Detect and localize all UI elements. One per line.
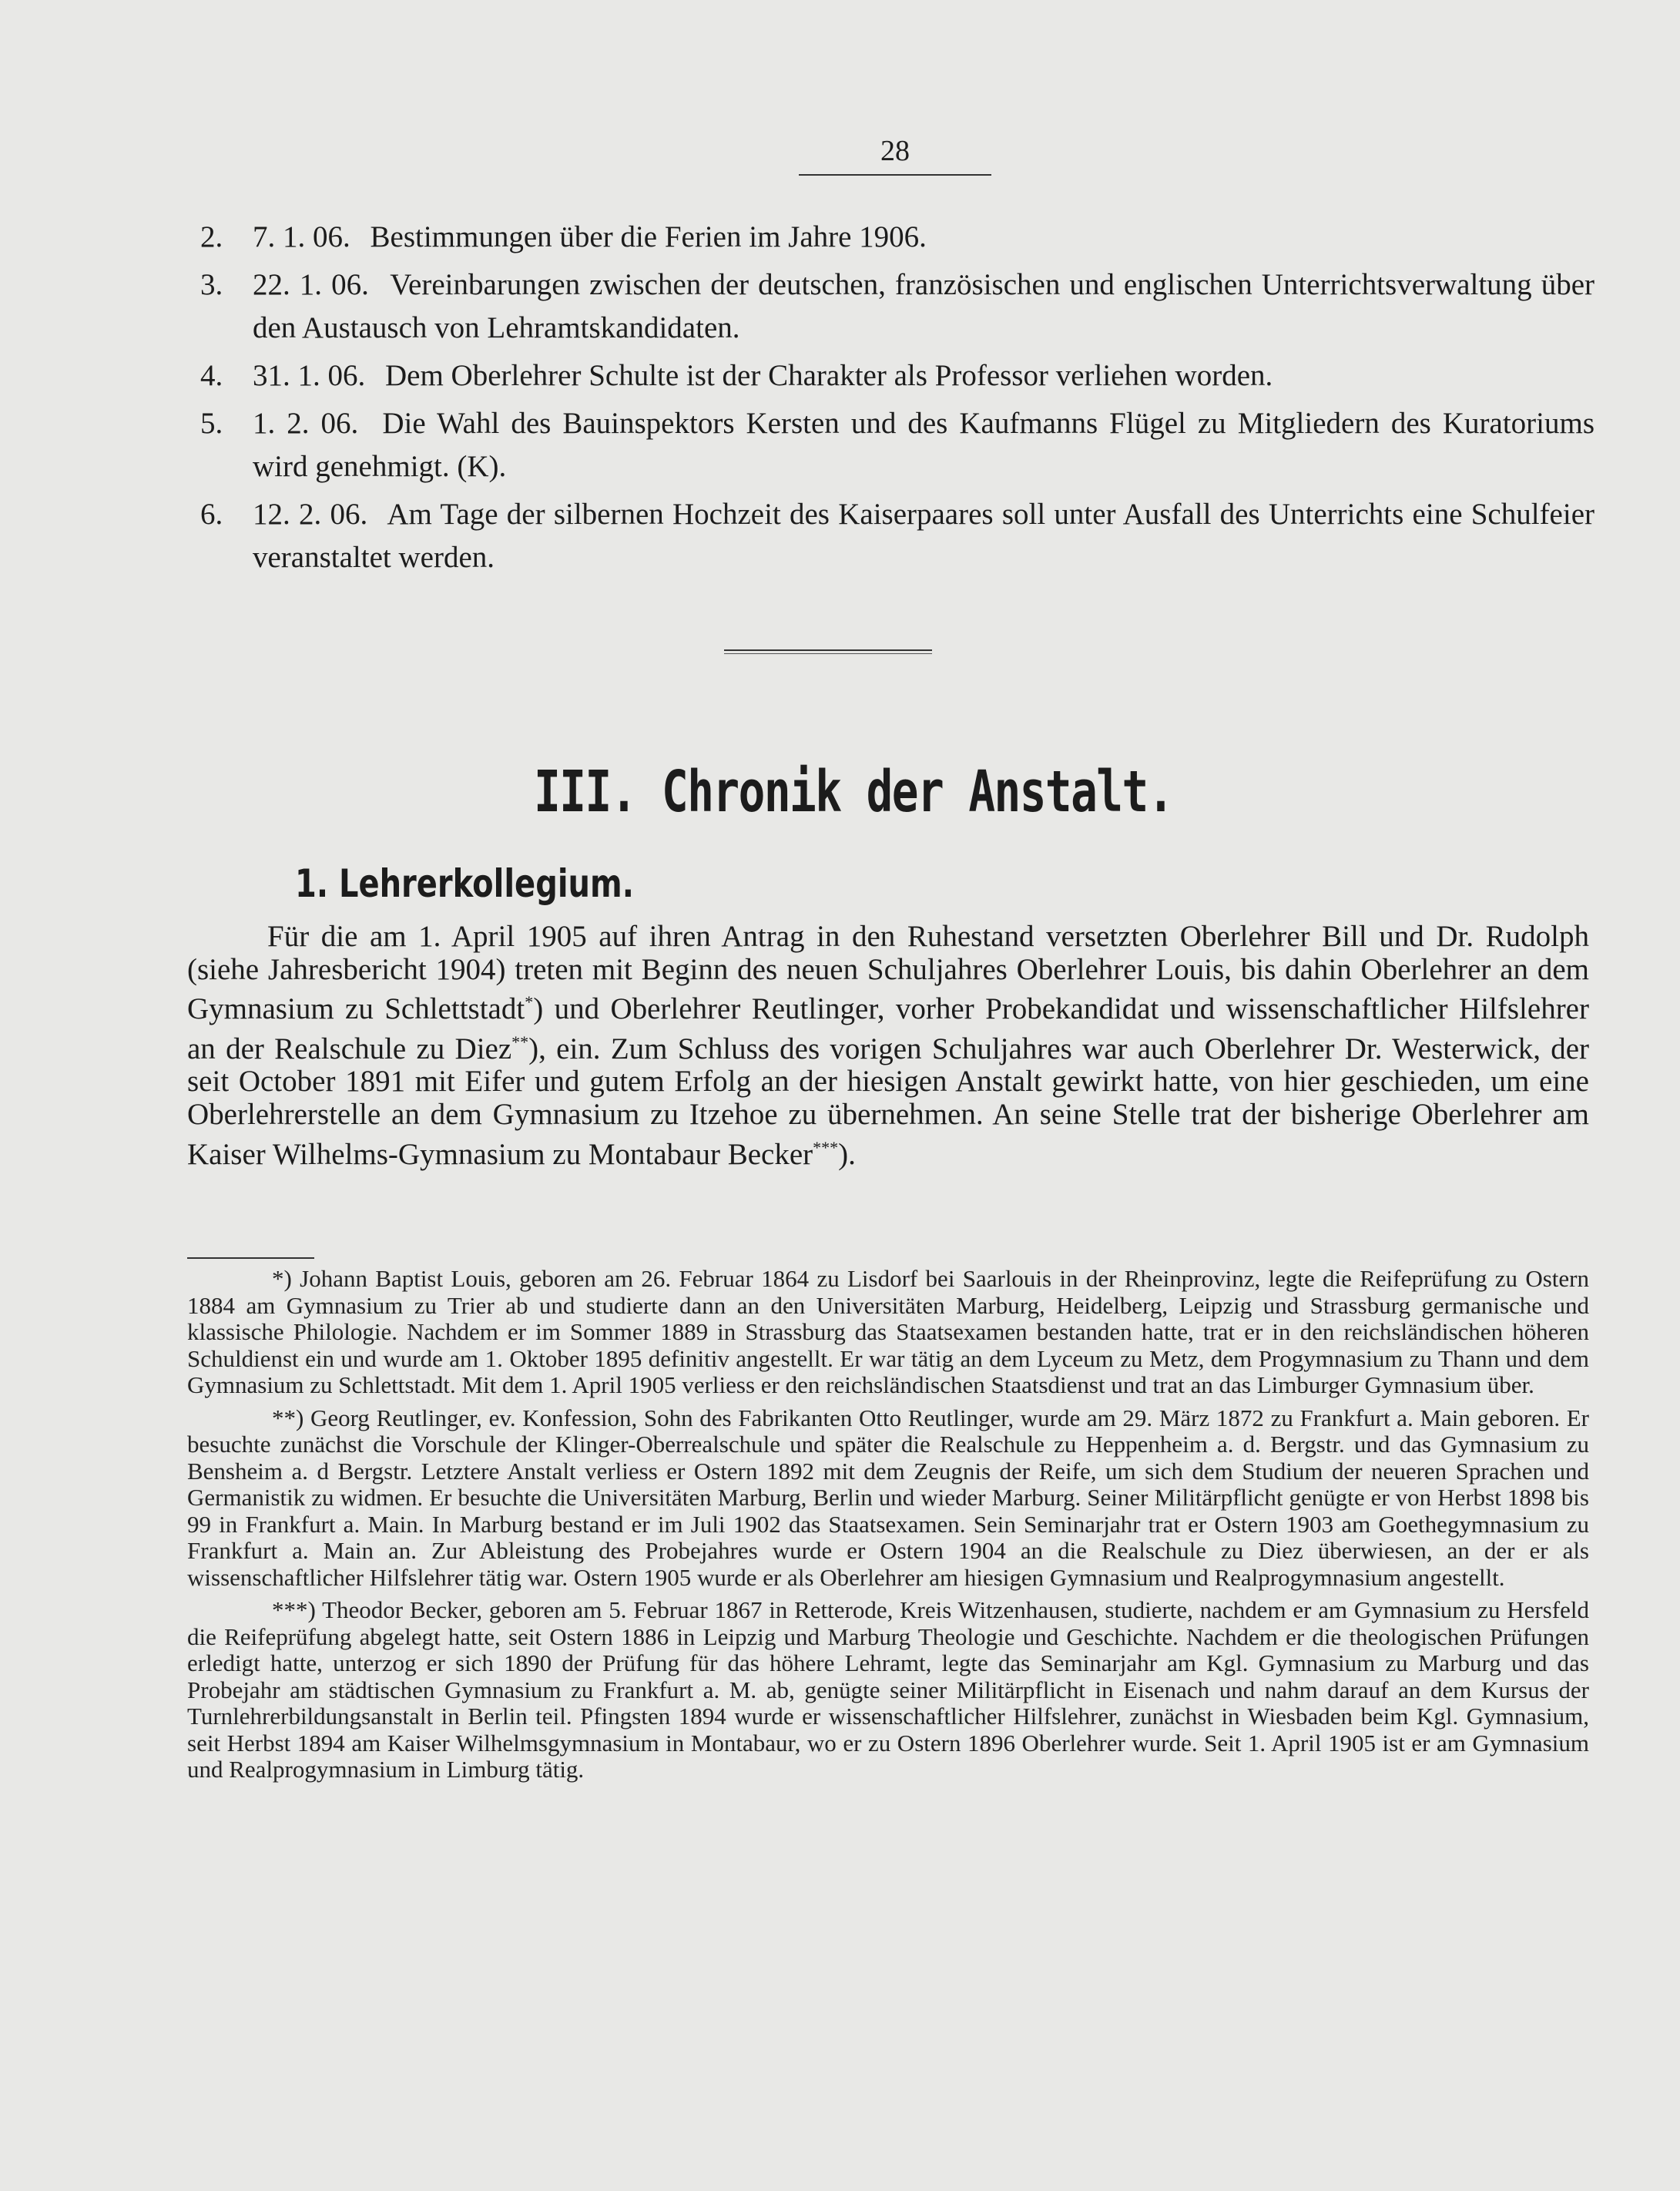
list-item-date: 31. 1. 06. — [253, 359, 366, 392]
footnote-mark: ***) — [272, 1596, 316, 1623]
footnote-mark: **) — [272, 1404, 304, 1431]
list-item — [193, 493, 1594, 579]
list-item-date: 12. 2. 06. — [253, 498, 368, 531]
list-item-text: Dem Oberlehrer Schulte ist der Charakter als Professor verliehen worden. — [385, 359, 1273, 392]
list-item-date: 22. 1. 06. — [253, 268, 369, 301]
list-item-date: 7. 1. 06. — [253, 220, 350, 253]
footnote-rule — [187, 1257, 314, 1259]
paragraph-text: ), ein. Zum Schluss des vorigen Schuljahres war auch Oberlehrer Dr. Westerwick, der seit October 1891 mit Eifer und gutem Erfolg an der hiesigen Anstalt gewirkt hatte, von hier geschieden, um eine Oberlehrerstelle an dem Gymnasium zu Itzehoe zu übernehmen. An seine Stelle trat der bisherige Oberlehrer am Kaiser Wilhelms-Gymnasium zu Montabaur Becker — [187, 1032, 1589, 1171]
footnote-mark: *) — [272, 1265, 292, 1292]
list-item-number: 2. — [200, 220, 223, 253]
footnote-ref: ** — [511, 1032, 529, 1052]
decree-list — [193, 216, 1594, 584]
footnote — [187, 1266, 1589, 1399]
body-paragraph — [187, 921, 1589, 1171]
paragraph-text: ) und Oberlehrer Reutlinger, vorher Probekandidat und wissenschaftlicher Hilfslehrer an der Realschule zu Diez — [187, 992, 1589, 1065]
section-divider — [724, 649, 932, 651]
footnote-text: Johann Baptist Louis, geboren am 26. Februar 1864 zu Lisdorf bei Saarlouis in der Rheinprovinz, legte die Reifeprüfung zu Ostern 1884 am Gymnasium zu Trier ab und studierte dann an den Universitäten Marburg, Heidelberg, Leipzig und Strassburg germanische und klassische Philologie. Nachdem er im Sommer 1889 in Strassburg das Staatsexamen bestanden hatte, trat er in den reichsländischen höheren Schuldienst ein und wurde am 1. Oktober 1895 definitiv angestellt. Er war tätig an dem Lyceum zu Metz, dem Progymnasium zu Thann und dem Gymnasium zu Schlettstadt. Mit dem 1. April 1905 verliess er den reichsländischen Staatsdienst und trat an das Limburger Gymnasium über. — [187, 1265, 1590, 1398]
list-item — [193, 216, 1594, 259]
list-item-text: Die Wahl des Bauinspektors Kersten und des Kaufmanns Flügel zu Mitgliedern des Kuratoriums wird genehmigt. (K). — [253, 407, 1595, 483]
page-number-rule — [799, 174, 991, 176]
paragraph-text: ). — [838, 1137, 856, 1171]
section-title: 1. Lehrerkollegium. — [295, 861, 634, 906]
list-item-number: 3. — [200, 268, 223, 301]
list-item — [193, 263, 1594, 350]
footnote-ref: *** — [813, 1137, 839, 1157]
footnotes — [187, 1266, 1589, 1790]
list-item-number: 4. — [200, 359, 223, 392]
footnote — [187, 1597, 1589, 1783]
section-divider-line — [724, 653, 932, 654]
list-item-date: 1. 2. 06. — [253, 407, 359, 440]
list-item-text: Am Tage der silbernen Hochzeit des Kaiserpaares soll unter Ausfall des Unterrichts eine Schulfeier veranstaltet werden. — [253, 498, 1594, 574]
footnote-text: Georg Reutlinger, ev. Konfession, Sohn des Fabrikanten Otto Reutlinger, wurde am 29. März 1872 zu Frankfurt a. Main geboren. Er besuchte zunächst die Vorschule der Klinger-Oberrealschule und später die Realschule zu Heppenheim a. d. Bergstr. und das Gymnasium zu Bensheim a. d Bergstr. Letztere Anstalt verliess er Ostern 1892 mit dem Zeugnis der Reife, um sich dem Studium der neueren Sprachen und Germanistik zu widmen. Er besuchte die Universitäten Marburg, Berlin und wieder Marburg. Seiner Militärpflicht genügte er von Herbst 1898 bis 99 in Frankfurt a. Main. In Marburg bestand er im Juli 1902 das Staatsexamen. Sein Seminarjahr trat er Ostern 1903 am Goethegymnasium zu Frankfurt a. Main an. Zur Ableistung des Probejahres wurde er Ostern 1904 an die Realschule zu Diez überwiesen, an der er als wissenschaftlicher Hilfslehrer tätig war. Ostern 1905 wurde er als Oberlehrer am hiesigen Gymnasium und Realprogymnasium angestellt. — [187, 1404, 1590, 1591]
list-item-text: Vereinbarungen zwischen der deutschen, französischen und englischen Unterrichtsverwaltung über den Austausch von Lehramtskandidaten. — [253, 268, 1595, 344]
list-item — [193, 354, 1594, 398]
list-item-number: 5. — [200, 407, 223, 440]
list-item-number: 6. — [200, 498, 223, 531]
chapter-title: III. Chronik der Anstalt. — [534, 759, 1173, 825]
footnote — [187, 1405, 1589, 1592]
list-item — [193, 402, 1594, 488]
paragraph-text: Für die am 1. April 1905 auf ihren Antrag in den Ruhestand versetzten Oberlehrer Bill und Dr. Rudolph (siehe Jahresbericht 1904) treten mit Beginn des neuen Schuljahres Oberlehrer Louis, bis dahin Oberlehrer an dem Gymnasium zu Schlettstadt — [187, 920, 1589, 1026]
footnote-ref: * — [525, 992, 534, 1012]
page-number: 28 — [880, 135, 910, 167]
list-item-text: Bestimmungen über die Ferien im Jahre 1906. — [370, 220, 927, 253]
footnote-text: Theodor Becker, geboren am 5. Februar 1867 in Retterode, Kreis Witzenhausen, studierte, nachdem er am Gymnasium zu Hersfeld die Reifeprüfung abgelegt hatte, seit Ostern 1886 in Leipzig und Marburg Theologie und Geschichte. Nachdem er die theologischen Prüfungen erledigt hatte, unterzog er sich 1890 der Prüfung für das höhere Lehramt, legte das Seminarjahr am Kgl. Gymnasium zu Marburg und das Probejahr am städtischen Gymnasium zu Frankfurt a. M. ab, genügte seiner Militärpflicht in Eisenach und nahm darauf an dem Kursus der Turnlehrerbildungsanstalt in Berlin teil. Pfingsten 1894 wurde er wissenschaftlicher Hilfslehrer, zunächst in Wiesbaden beim Kgl. Gymnasium, seit Herbst 1894 am Kaiser Wilhelmsgymnasium in Montabaur, wo er zu Ostern 1896 Oberlehrer wurde. Seit 1. April 1905 ist er am Gymnasium und Realprogymnasium in Limburg tätig. — [187, 1596, 1589, 1783]
